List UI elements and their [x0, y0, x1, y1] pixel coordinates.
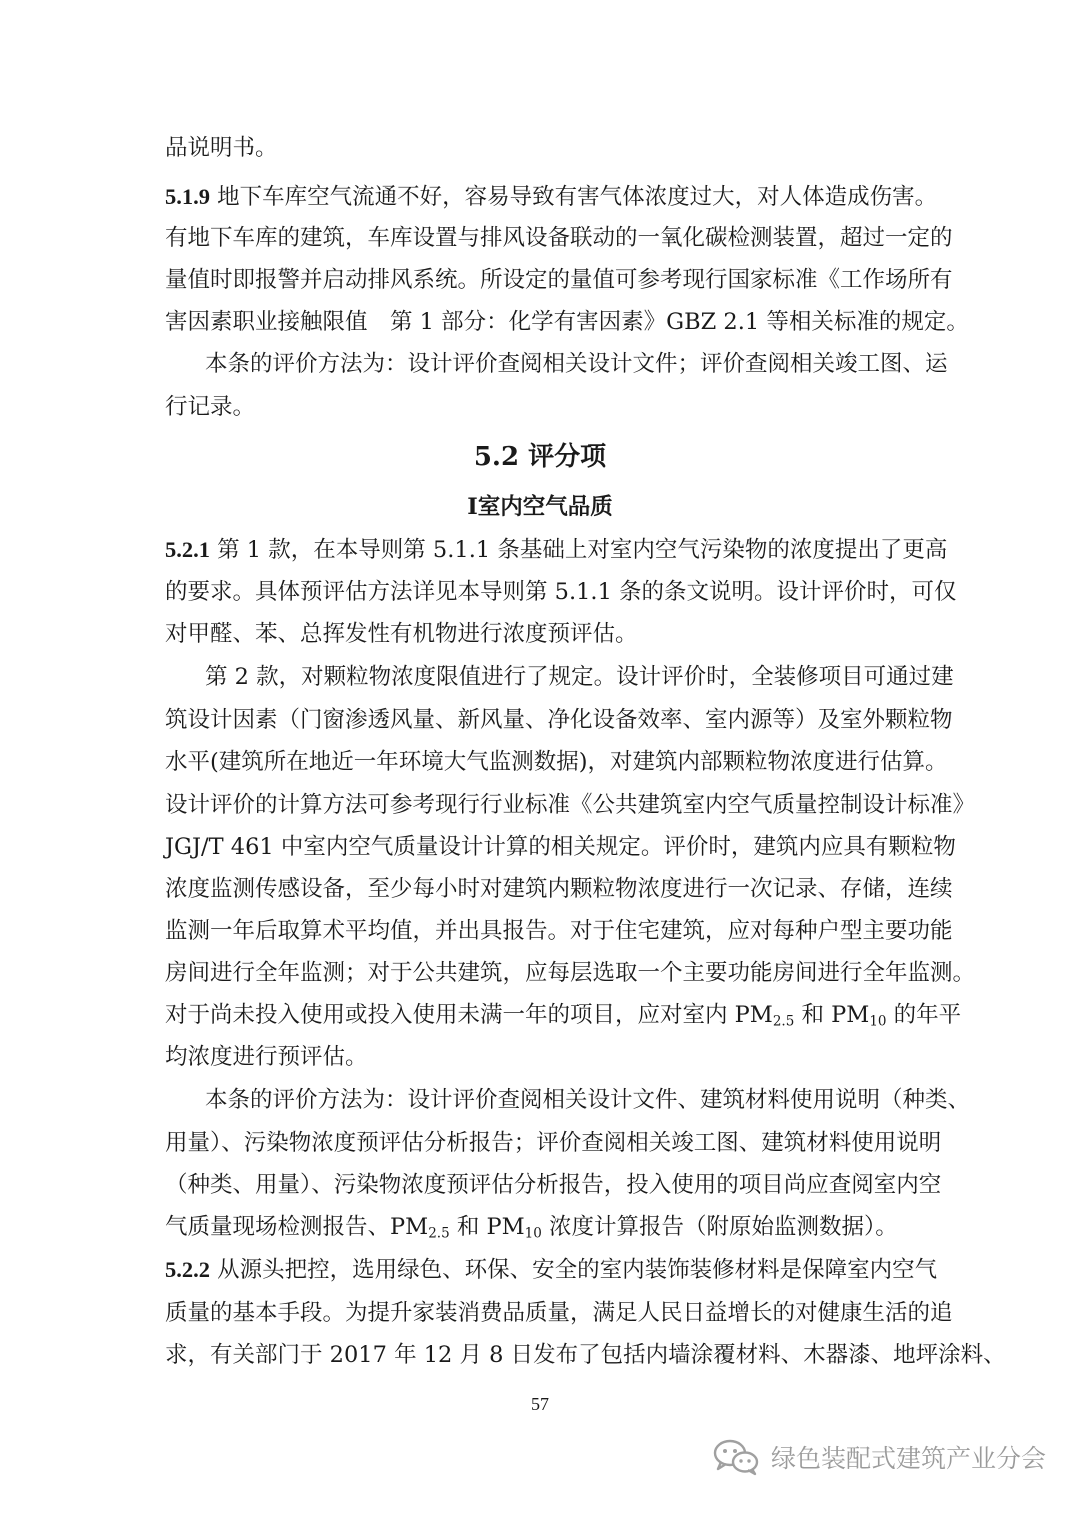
text-line: 量值时即报警并启动排风系统。所设定的量值可参考现行国家标准《工作场所有	[165, 267, 953, 293]
text-line: 对于尚未投入使用或投入使用未满一年的项目，应对室内 PM	[165, 1002, 773, 1028]
text-line: 有地下车库的建筑，车库设置与排风设备联动的一氧化碳检测装置，超过一定的	[165, 225, 953, 251]
text-line: 本条的评价方法为：设计评价查阅相关设计文件、建筑材料使用说明（种类、	[205, 1087, 971, 1113]
subscript: 10	[869, 1013, 887, 1030]
text-line: 质量的基本手段。为提升家装消费品质量，满足人民日益增长的对健康生活的追	[165, 1300, 953, 1326]
section-heading: 5.2 评分项	[473, 442, 607, 472]
watermark	[711, 1437, 1046, 1477]
text-line: 设计评价的计算方法可参考现行行业标准《公共建筑室内空气质量控制设计标准》	[165, 792, 976, 818]
text-line: 筑设计因素（门窗渗透风量、新风量、净化设备效率、室内源等）及室外颗粒物	[165, 707, 953, 733]
clause-number: 5.1.9	[165, 184, 210, 209]
text-line: 和 PM	[449, 1214, 525, 1240]
clause-5-2-2-first-line	[165, 1253, 938, 1287]
text-line: 行记录。	[165, 394, 256, 420]
text-line: 第 2 款，对颗粒物浓度限值进行了规定。设计评价时，全装修项目可通过建	[205, 664, 954, 690]
text-line: 从源头把控，选用绿色、环保、安全的室内装饰装修材料是保障室内空气	[217, 1257, 938, 1283]
text-line: 水平(建筑所在地近一年环境大气监测数据)，对建筑内部颗粒物浓度进行估算。	[165, 749, 948, 775]
subscript: 2.5	[428, 1225, 450, 1242]
text-line: 的年平	[886, 1002, 962, 1028]
text-line: 和 PM	[794, 1002, 870, 1028]
text-line: 的要求。具体预评估方法详见本导则第 5.1.1 条的条文说明。设计评价时，可仅	[165, 579, 957, 605]
text-line: 浓度监测传感设备，至少每小时对建筑内颗粒物浓度进行一次记录、存储，连续	[165, 876, 953, 902]
text-line: 气质量现场检测报告、PM	[165, 1214, 429, 1240]
text-line: 害因素职业接触限值 第 1 部分：化学有害因素》GBZ 2.1 等相关标准的规定。	[165, 309, 969, 335]
text-line: 品说明书。	[165, 135, 278, 161]
text-line: 求，有关部门于 2017 年 12 月 8 日发布了包括内墙涂覆材料、木器漆、地坪涂料、	[165, 1342, 1006, 1368]
text-line: 均浓度进行预评估。	[165, 1044, 368, 1070]
text-line: 监测一年后取算术平均值，并出具报告。对于住宅建筑，应对每种户型主要功能	[165, 918, 953, 944]
clause-5-2-1-first-line	[165, 533, 948, 567]
clause-number: 5.2.1	[165, 537, 210, 562]
wechat-icon	[711, 1437, 761, 1477]
subscript: 2.5	[772, 1013, 795, 1030]
subscript: 10	[524, 1225, 542, 1242]
subsection-heading: Ⅰ室内空气品质	[467, 494, 613, 520]
clause-number: 5.2.2	[165, 1257, 210, 1282]
page-number: 57	[531, 1394, 549, 1414]
watermark-text: 绿色装配式建筑产业分会	[770, 1444, 1046, 1473]
text-line: （种类、用量）、污染物浓度预评估分析报告，投入使用的项目尚应查阅室内空	[165, 1172, 942, 1198]
text-line: 地下车库空气流通不好，容易导致有害气体浓度过大，对人体造成伤害。	[217, 184, 938, 210]
text-line: 房间进行全年监测；对于公共建筑，应每层选取一个主要功能房间进行全年监测。	[165, 960, 976, 986]
text-line: 对甲醛、苯、总挥发性有机物进行浓度预评估。	[165, 621, 638, 647]
pm-line	[165, 998, 962, 1032]
pm-line	[165, 1210, 917, 1244]
text-line: 浓度计算报告（附原始监测数据）。	[541, 1214, 898, 1240]
text-line: 第 1 款，在本导则第 5.1.1 条基础上对室内空气污染物的浓度提出了更高	[217, 537, 948, 563]
text-line: 用量）、污染物浓度预评估分析报告；评价查阅相关竣工图、建筑材料使用说明	[165, 1130, 942, 1156]
text-line: JGJ/T 461 中室内空气质量设计计算的相关规定。评价时，建筑内应具有颗粒物	[165, 834, 956, 860]
text-line: 本条的评价方法为：设计评价查阅相关设计文件；评价查阅相关竣工图、运	[205, 351, 948, 377]
clause-5-1-9-first-line	[165, 180, 938, 214]
